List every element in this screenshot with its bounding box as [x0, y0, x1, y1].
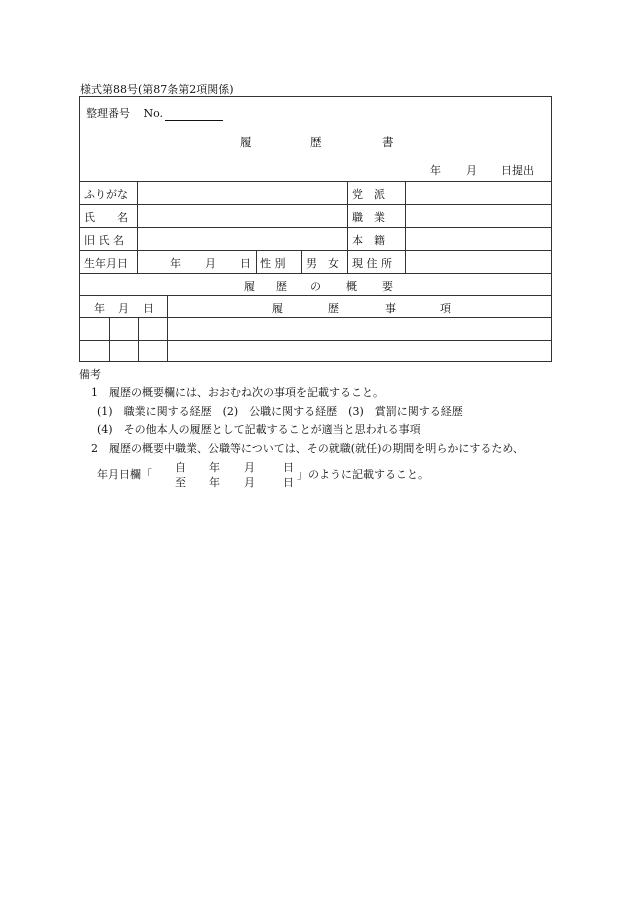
to-char: 日 — [283, 476, 294, 489]
summary-char: 履 — [244, 280, 255, 293]
serial-no-label: No. — [143, 107, 164, 120]
summary-char: 歴 — [276, 280, 287, 293]
note-1: 1 履歴の概要欄には、おおむね次の事項を記載すること。 — [91, 386, 384, 399]
party-label: 党 派 — [352, 188, 385, 201]
history-entry-row — [80, 340, 551, 361]
birth-day-label: 日 — [240, 257, 251, 270]
birth-month-label: 月 — [205, 257, 216, 270]
serial-number — [86, 105, 223, 121]
from-char: 自 — [175, 461, 186, 474]
note-2-from — [175, 459, 294, 475]
note-2-lead: 年月日欄「 — [97, 468, 152, 481]
note-2-tail: 」のように記載すること。 — [297, 468, 429, 481]
address-label: 現 住 所 — [352, 257, 392, 270]
hist-items-char: 履 — [272, 302, 283, 315]
resume-form-table — [79, 96, 552, 362]
summary-char: 要 — [382, 280, 393, 293]
furigana-label: ふりがな — [84, 188, 128, 201]
history-entry-row — [80, 317, 551, 340]
birth-year-label: 年 — [170, 257, 181, 270]
title-char: 歴 — [310, 135, 322, 149]
note-2-to — [175, 474, 294, 490]
title-char: 履 — [240, 135, 252, 149]
sex-label: 性 別 — [260, 257, 286, 270]
summary-title-row — [80, 273, 551, 295]
hist-items-char: 項 — [440, 302, 451, 315]
hist-items-char: 事 — [385, 302, 396, 315]
note-1-item-4: (4) その他本人の履歴として記載することが適当と思われる事項 — [97, 423, 421, 436]
former-name-row — [80, 227, 551, 250]
from-char: 月 — [244, 461, 255, 474]
submit-year: 年 — [430, 164, 441, 177]
summary-char: の — [310, 280, 321, 293]
from-char: 年 — [209, 461, 220, 474]
to-char: 年 — [209, 476, 220, 489]
to-char: 月 — [244, 476, 255, 489]
former-name-label: 旧 氏 名 — [84, 234, 124, 247]
hist-day-label: 日 — [143, 302, 154, 315]
domicile-label: 本 籍 — [352, 234, 385, 247]
form-number: 様式第88号(第87条第2項関係) — [80, 83, 234, 96]
summary-char: 概 — [346, 280, 357, 293]
form-header — [80, 97, 551, 181]
birthdate-label: 生年月日 — [84, 257, 128, 270]
serial-blank[interactable] — [165, 110, 223, 121]
to-char: 至 — [175, 476, 186, 489]
hist-month-label: 月 — [118, 302, 129, 315]
submit-month: 月 — [466, 164, 477, 177]
note-1-items: (1) 職業に関する経歴 (2) 公職に関する経歴 (3) 賞罰に関する経歴 — [97, 405, 463, 418]
sex-values: 男 女 — [306, 257, 339, 270]
furigana-row — [80, 181, 551, 204]
name-row — [80, 204, 551, 227]
submit-day: 日提出 — [501, 164, 534, 177]
hist-year-label: 年 — [94, 302, 105, 315]
occupation-label: 職 業 — [352, 211, 385, 224]
note-2: 2 履歴の概要中職業、公職等については、その就職(就任)の期間を明らかにするため、 — [91, 442, 524, 455]
title-char: 書 — [382, 135, 394, 149]
birthdate-row — [80, 250, 551, 273]
name-label: 氏 名 — [84, 211, 128, 224]
notes-title: 備考 — [79, 368, 101, 381]
hist-items-char: 歴 — [328, 302, 339, 315]
from-char: 日 — [283, 461, 294, 474]
serial-label: 整理番号 — [86, 107, 130, 120]
history-header-row — [80, 295, 551, 317]
